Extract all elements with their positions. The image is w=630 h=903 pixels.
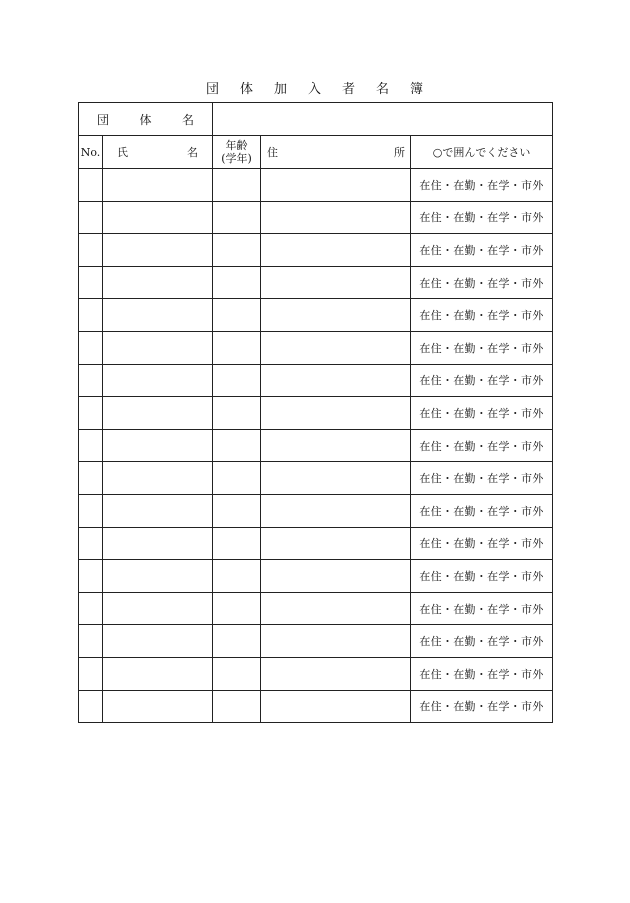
header-address-cell [261, 136, 411, 169]
address-cell[interactable] [261, 462, 411, 495]
address-cell[interactable] [261, 625, 411, 658]
no-cell[interactable] [79, 625, 103, 658]
address-cell[interactable] [261, 234, 411, 267]
roster-table [78, 102, 553, 723]
no-cell[interactable] [79, 364, 103, 397]
header-address-char: 住 [267, 146, 279, 159]
header-no: No. [79, 136, 103, 169]
age-cell[interactable] [213, 364, 261, 397]
age-cell[interactable] [213, 494, 261, 527]
name-cell[interactable] [103, 169, 213, 202]
group-label-char: 団 [97, 112, 110, 127]
age-cell[interactable] [213, 266, 261, 299]
header-name [103, 144, 212, 160]
name-cell[interactable] [103, 266, 213, 299]
title-char: 加 [273, 82, 288, 97]
group-name-row [79, 103, 553, 136]
age-cell[interactable] [213, 592, 261, 625]
status-options-cell[interactable]: 在住・在勤・在学・市外 [411, 625, 553, 658]
group-label-char: 名 [182, 112, 195, 127]
header-age-line2: (学年) [221, 152, 252, 165]
no-cell[interactable] [79, 169, 103, 202]
status-options-cell[interactable]: 在住・在勤・在学・市外 [411, 592, 553, 625]
age-cell[interactable] [213, 429, 261, 462]
table-row [79, 625, 553, 658]
table-row [79, 234, 553, 267]
name-cell[interactable] [103, 201, 213, 234]
status-options-cell[interactable]: 在住・在勤・在学・市外 [411, 266, 553, 299]
age-cell[interactable] [213, 299, 261, 332]
age-cell[interactable] [213, 560, 261, 593]
title-char: 簿 [409, 82, 424, 97]
status-options-cell[interactable]: 在住・在勤・在学・市外 [411, 690, 553, 723]
table-row [79, 527, 553, 560]
status-options-cell[interactable]: 在住・在勤・在学・市外 [411, 462, 553, 495]
no-cell[interactable] [79, 657, 103, 690]
no-cell[interactable] [79, 299, 103, 332]
address-cell[interactable] [261, 657, 411, 690]
header-age-line1: 年齢 [225, 139, 248, 152]
address-cell[interactable] [261, 592, 411, 625]
age-cell[interactable] [213, 690, 261, 723]
no-cell[interactable] [79, 429, 103, 462]
no-cell[interactable] [79, 527, 103, 560]
no-cell[interactable] [79, 592, 103, 625]
address-cell[interactable] [261, 690, 411, 723]
header-name-char: 名 [187, 146, 199, 159]
status-options-cell[interactable]: 在住・在勤・在学・市外 [411, 657, 553, 690]
address-cell[interactable] [261, 560, 411, 593]
address-cell[interactable] [261, 266, 411, 299]
title-char: 体 [239, 82, 254, 97]
header-address-char: 所 [394, 146, 406, 159]
age-cell[interactable] [213, 527, 261, 560]
no-cell[interactable] [79, 234, 103, 267]
age-cell[interactable] [213, 201, 261, 234]
status-options-cell[interactable]: 在住・在勤・在学・市外 [411, 201, 553, 234]
age-cell[interactable] [213, 331, 261, 364]
age-cell[interactable] [213, 625, 261, 658]
status-options-cell[interactable]: 在住・在勤・在学・市外 [411, 364, 553, 397]
status-options-cell[interactable]: 在住・在勤・在学・市外 [411, 331, 553, 364]
address-cell[interactable] [261, 169, 411, 202]
name-cell[interactable] [103, 494, 213, 527]
header-age [213, 136, 261, 169]
status-options-cell[interactable]: 在住・在勤・在学・市外 [411, 560, 553, 593]
table-row [79, 266, 553, 299]
address-cell[interactable] [261, 494, 411, 527]
address-cell[interactable] [261, 201, 411, 234]
header-address [261, 144, 410, 160]
no-cell[interactable] [79, 462, 103, 495]
no-cell[interactable] [79, 690, 103, 723]
title-char: 入 [307, 82, 322, 97]
no-cell[interactable] [79, 397, 103, 430]
page-title [0, 78, 630, 97]
name-cell[interactable] [103, 690, 213, 723]
table-row [79, 397, 553, 430]
status-options-cell[interactable]: 在住・在勤・在学・市外 [411, 527, 553, 560]
table-row [79, 364, 553, 397]
status-options-cell[interactable]: 在住・在勤・在学・市外 [411, 299, 553, 332]
age-cell[interactable] [213, 397, 261, 430]
status-options-cell[interactable]: 在住・在勤・在学・市外 [411, 234, 553, 267]
status-options-cell[interactable]: 在住・在勤・在学・市外 [411, 169, 553, 202]
age-cell[interactable] [213, 462, 261, 495]
title-char: 者 [341, 82, 356, 97]
table-row [79, 592, 553, 625]
age-cell[interactable] [213, 657, 261, 690]
group-name-label [79, 111, 212, 128]
title-char: 団 [205, 82, 220, 97]
name-cell[interactable] [103, 592, 213, 625]
no-cell[interactable] [79, 266, 103, 299]
address-cell[interactable] [261, 364, 411, 397]
table-row [79, 560, 553, 593]
name-cell[interactable] [103, 234, 213, 267]
group-label-char: 体 [139, 112, 152, 127]
status-options-cell[interactable]: 在住・在勤・在学・市外 [411, 397, 553, 430]
name-cell[interactable] [103, 625, 213, 658]
table-row [79, 657, 553, 690]
address-cell[interactable] [261, 331, 411, 364]
table-row [79, 201, 553, 234]
table-row [79, 462, 553, 495]
group-name-label-cell [79, 103, 213, 136]
header-name-char: 氏 [117, 146, 128, 159]
no-cell[interactable] [79, 331, 103, 364]
header-circle-note: ○で囲んでください [411, 136, 553, 169]
title-char: 名 [375, 82, 390, 97]
name-cell[interactable] [103, 364, 213, 397]
header-row [79, 136, 553, 169]
no-cell[interactable] [79, 494, 103, 527]
no-cell[interactable] [79, 560, 103, 593]
name-cell[interactable] [103, 299, 213, 332]
name-cell[interactable] [103, 429, 213, 462]
table-row [79, 299, 553, 332]
name-cell[interactable] [103, 527, 213, 560]
age-cell[interactable] [213, 169, 261, 202]
header-name-cell [103, 136, 213, 169]
address-cell[interactable] [261, 429, 411, 462]
name-cell[interactable] [103, 657, 213, 690]
address-cell[interactable] [261, 299, 411, 332]
address-cell[interactable] [261, 397, 411, 430]
name-cell[interactable] [103, 560, 213, 593]
age-cell[interactable] [213, 234, 261, 267]
status-options-cell[interactable]: 在住・在勤・在学・市外 [411, 494, 553, 527]
group-name-field[interactable] [213, 103, 553, 136]
name-cell[interactable] [103, 397, 213, 430]
name-cell[interactable] [103, 331, 213, 364]
address-cell[interactable] [261, 527, 411, 560]
table-row [79, 169, 553, 202]
table-row [79, 331, 553, 364]
table-row [79, 494, 553, 527]
table-row [79, 429, 553, 462]
no-cell[interactable] [79, 201, 103, 234]
status-options-cell[interactable]: 在住・在勤・在学・市外 [411, 429, 553, 462]
name-cell[interactable] [103, 462, 213, 495]
table-row [79, 690, 553, 723]
